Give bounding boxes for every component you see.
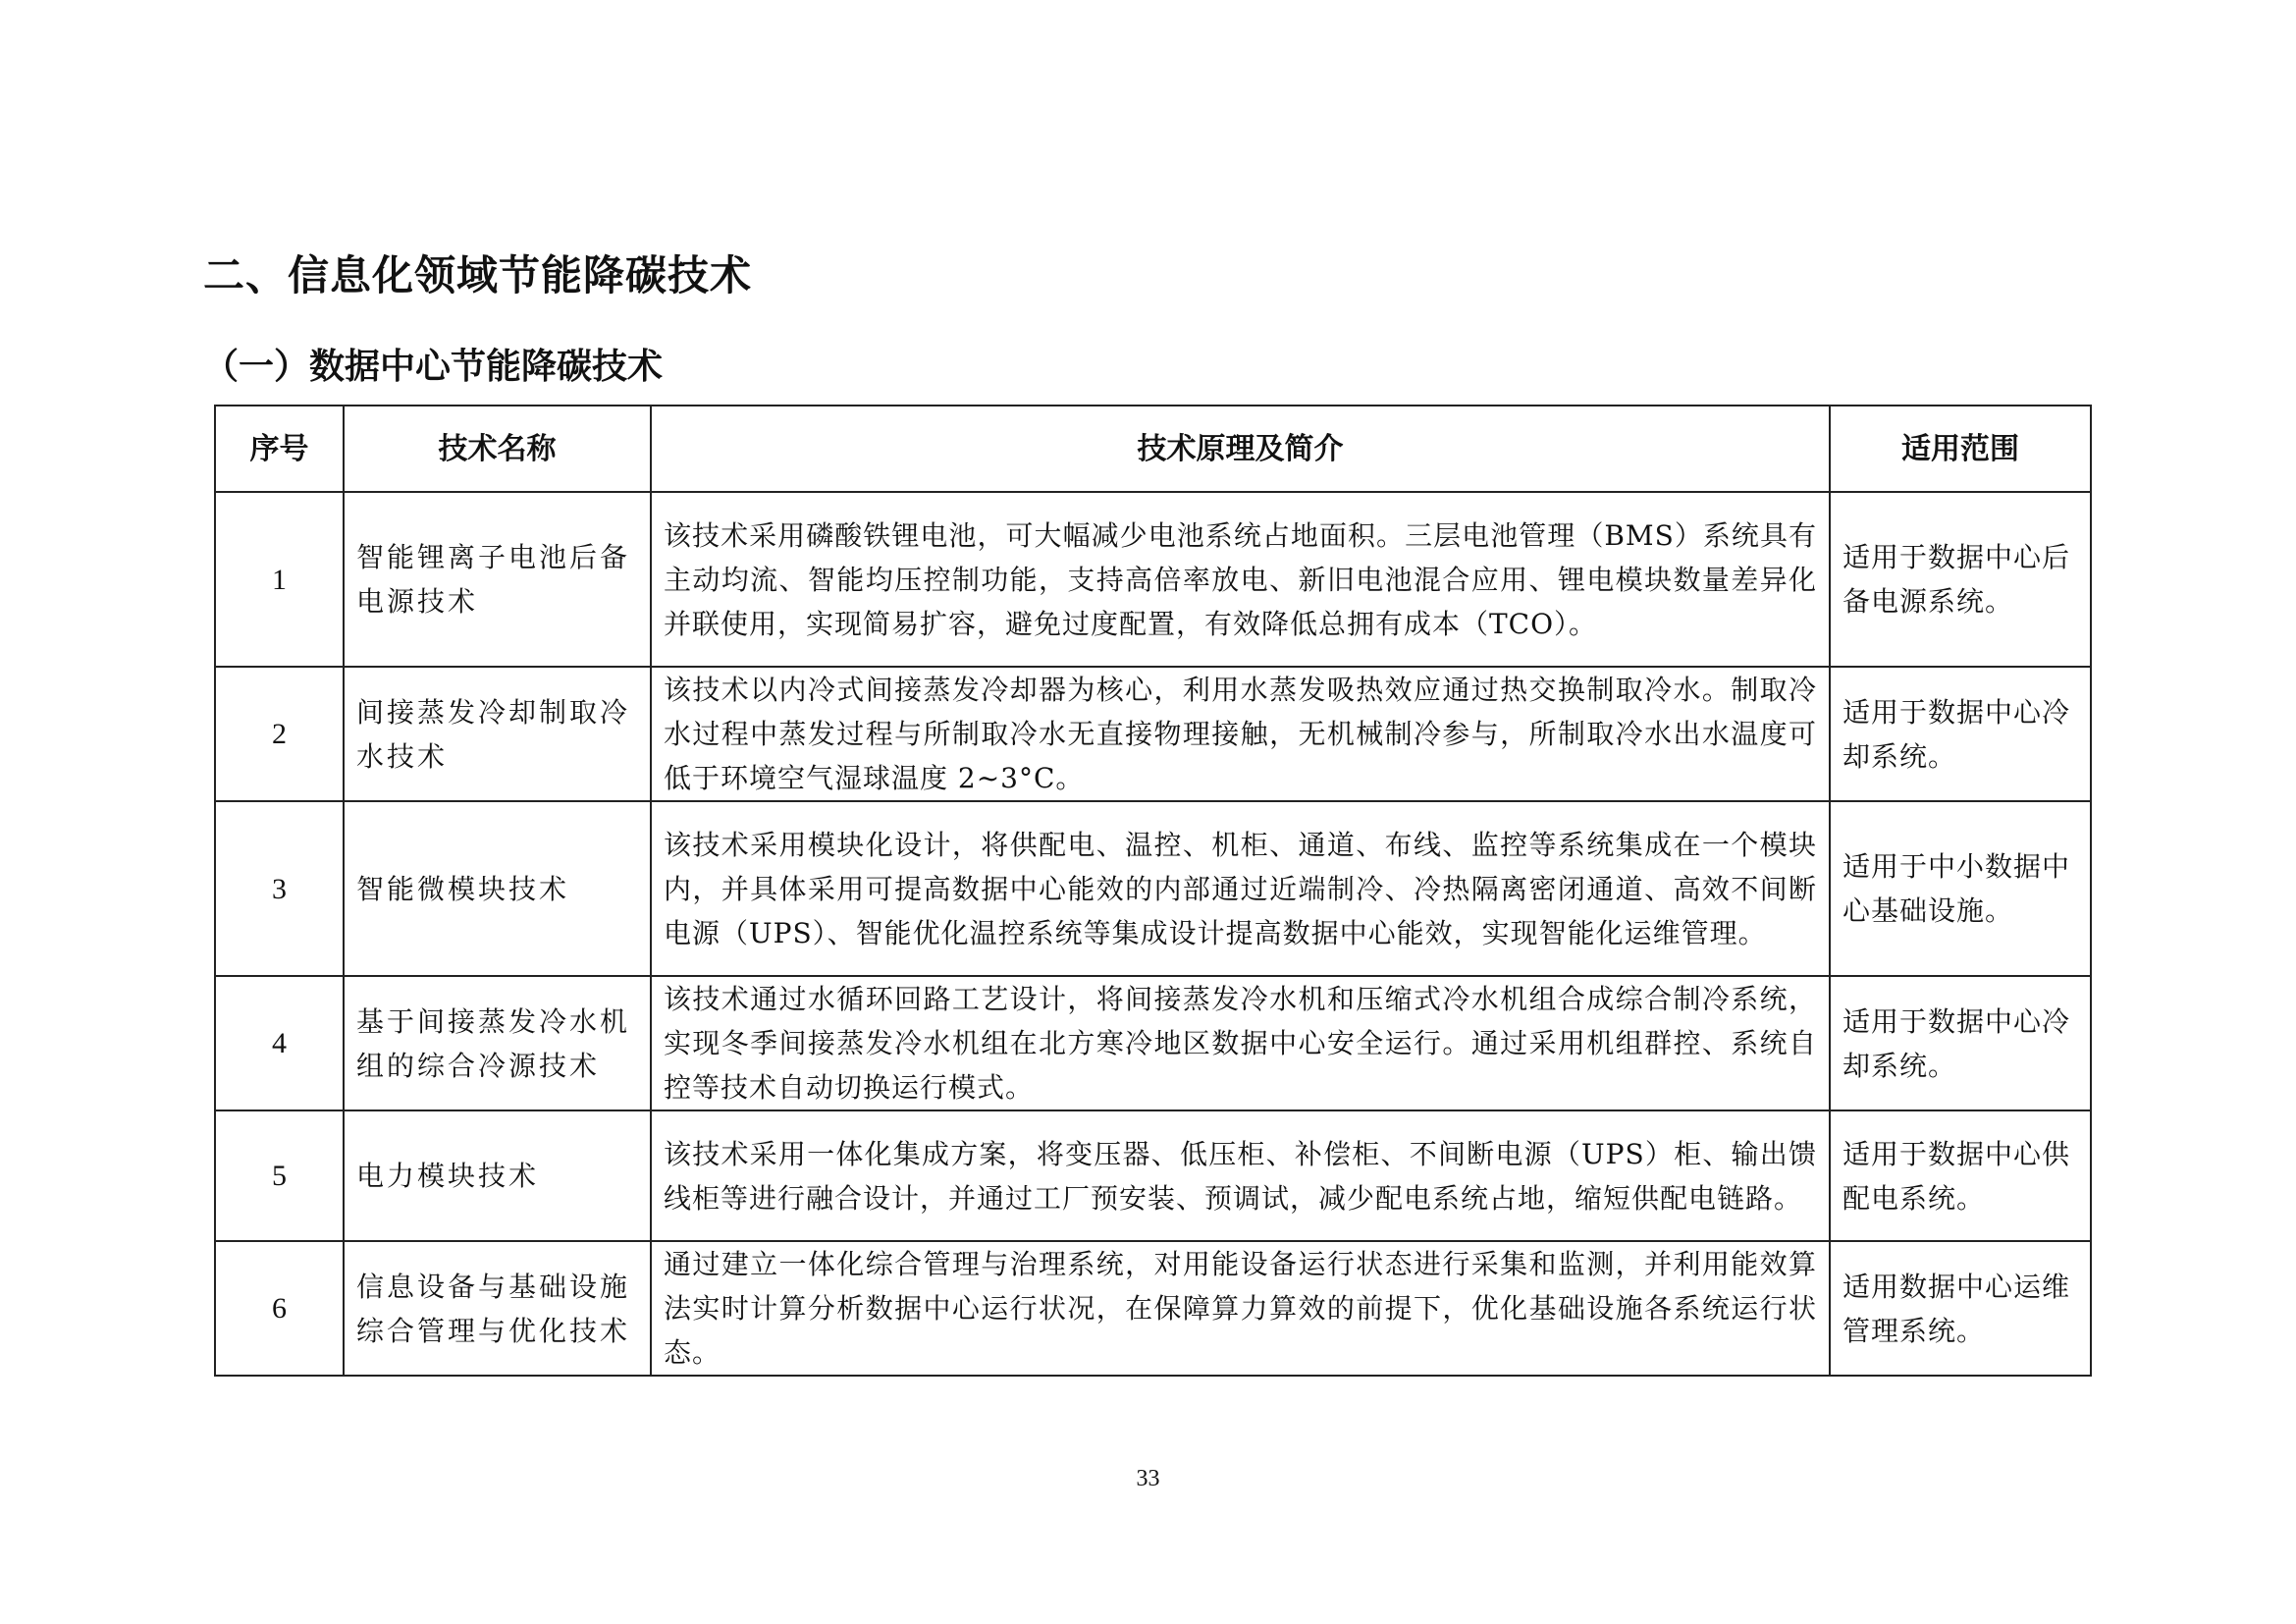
tech-name: 基于间接蒸发冷水机组的综合冷源技术 [344,976,651,1110]
tech-scope: 适用于数据中心冷却系统。 [1830,667,2091,801]
header-name: 技术名称 [344,406,651,492]
tech-scope: 适用于数据中心后备电源系统。 [1830,492,2091,667]
tech-name: 信息设备与基础设施综合管理与优化技术 [344,1241,651,1376]
tech-name: 间接蒸发冷却制取冷水技术 [344,667,651,801]
row-number: 2 [215,667,344,801]
row-number: 6 [215,1241,344,1376]
row-number: 5 [215,1110,344,1241]
tech-description: 该技术通过水循环回路工艺设计，将间接蒸发冷水机和压缩式冷水机组合成综合制冷系统，实现冬季间接蒸发冷水机组在北方寒冷地区数据中心安全运行。通过采用机组群控、系统自控等技术自动切换运行模式。 [651,976,1830,1110]
table-row [215,801,2091,976]
tech-description: 该技术采用模块化设计，将供配电、温控、机柜、通道、布线、监控等系统集成在一个模块内，并具体采用可提高数据中心能效的内部通过近端制冷、冷热隔离密闭通道、高效不间断电源（UPS）、智能优化温控系统等集成设计提高数据中心能效，实现智能化运维管理。 [651,801,1830,976]
tech-description: 通过建立一体化综合管理与治理系统，对用能设备运行状态进行采集和监测，并利用能效算法实时计算分析数据中心运行状况，在保障算力算效的前提下，优化基础设施各系统运行状态。 [651,1241,1830,1376]
tech-scope: 适用于中小数据中心基础设施。 [1830,801,2091,976]
tech-description: 该技术采用一体化集成方案，将变压器、低压柜、补偿柜、不间断电源（UPS）柜、输出馈线柜等进行融合设计，并通过工厂预安装、预调试，减少配电系统占地，缩短供配电链路。 [651,1110,1830,1241]
tech-scope: 适用数据中心运维管理系统。 [1830,1241,2091,1376]
tech-name: 智能微模块技术 [344,801,651,976]
tech-scope: 适用于数据中心冷却系统。 [1830,976,2091,1110]
tech-scope: 适用于数据中心供配电系统。 [1830,1110,2091,1241]
row-number: 1 [215,492,344,667]
header-scope: 适用范围 [1830,406,2091,492]
tech-description: 该技术采用磷酸铁锂电池，可大幅减少电池系统占地面积。三层电池管理（BMS）系统具有主动均流、智能均压控制功能，支持高倍率放电、新旧电池混合应用、锂电模块数量差异化并联使用，实现简易扩容，避免过度配置，有效降低总拥有成本（TCO）。 [651,492,1830,667]
subsection-heading: （一）数据中心节能降碳技术 [203,347,664,387]
header-no: 序号 [215,406,344,492]
page-number: 33 [1136,1466,1160,1491]
tech-description: 该技术以内冷式间接蒸发冷却器为核心，利用水蒸发吸热效应通过热交换制取冷水。制取冷水过程中蒸发过程与所制取冷水无直接物理接触，无机械制冷参与，所制取冷水出水温度可低于环境空气湿球温度 2~3°C。 [651,667,1830,801]
table-row [215,976,2091,1110]
row-number: 3 [215,801,344,976]
table-row [215,492,2091,667]
table-header-row [215,406,2091,492]
technology-table [214,405,2092,1377]
tech-name: 智能锂离子电池后备电源技术 [344,492,651,667]
table-row [215,667,2091,801]
table-row [215,1110,2091,1241]
tech-name: 电力模块技术 [344,1110,651,1241]
table-row [215,1241,2091,1376]
section-heading: 二、信息化领域节能降碳技术 [203,251,753,299]
row-number: 4 [215,976,344,1110]
header-description: 技术原理及简介 [651,406,1830,492]
